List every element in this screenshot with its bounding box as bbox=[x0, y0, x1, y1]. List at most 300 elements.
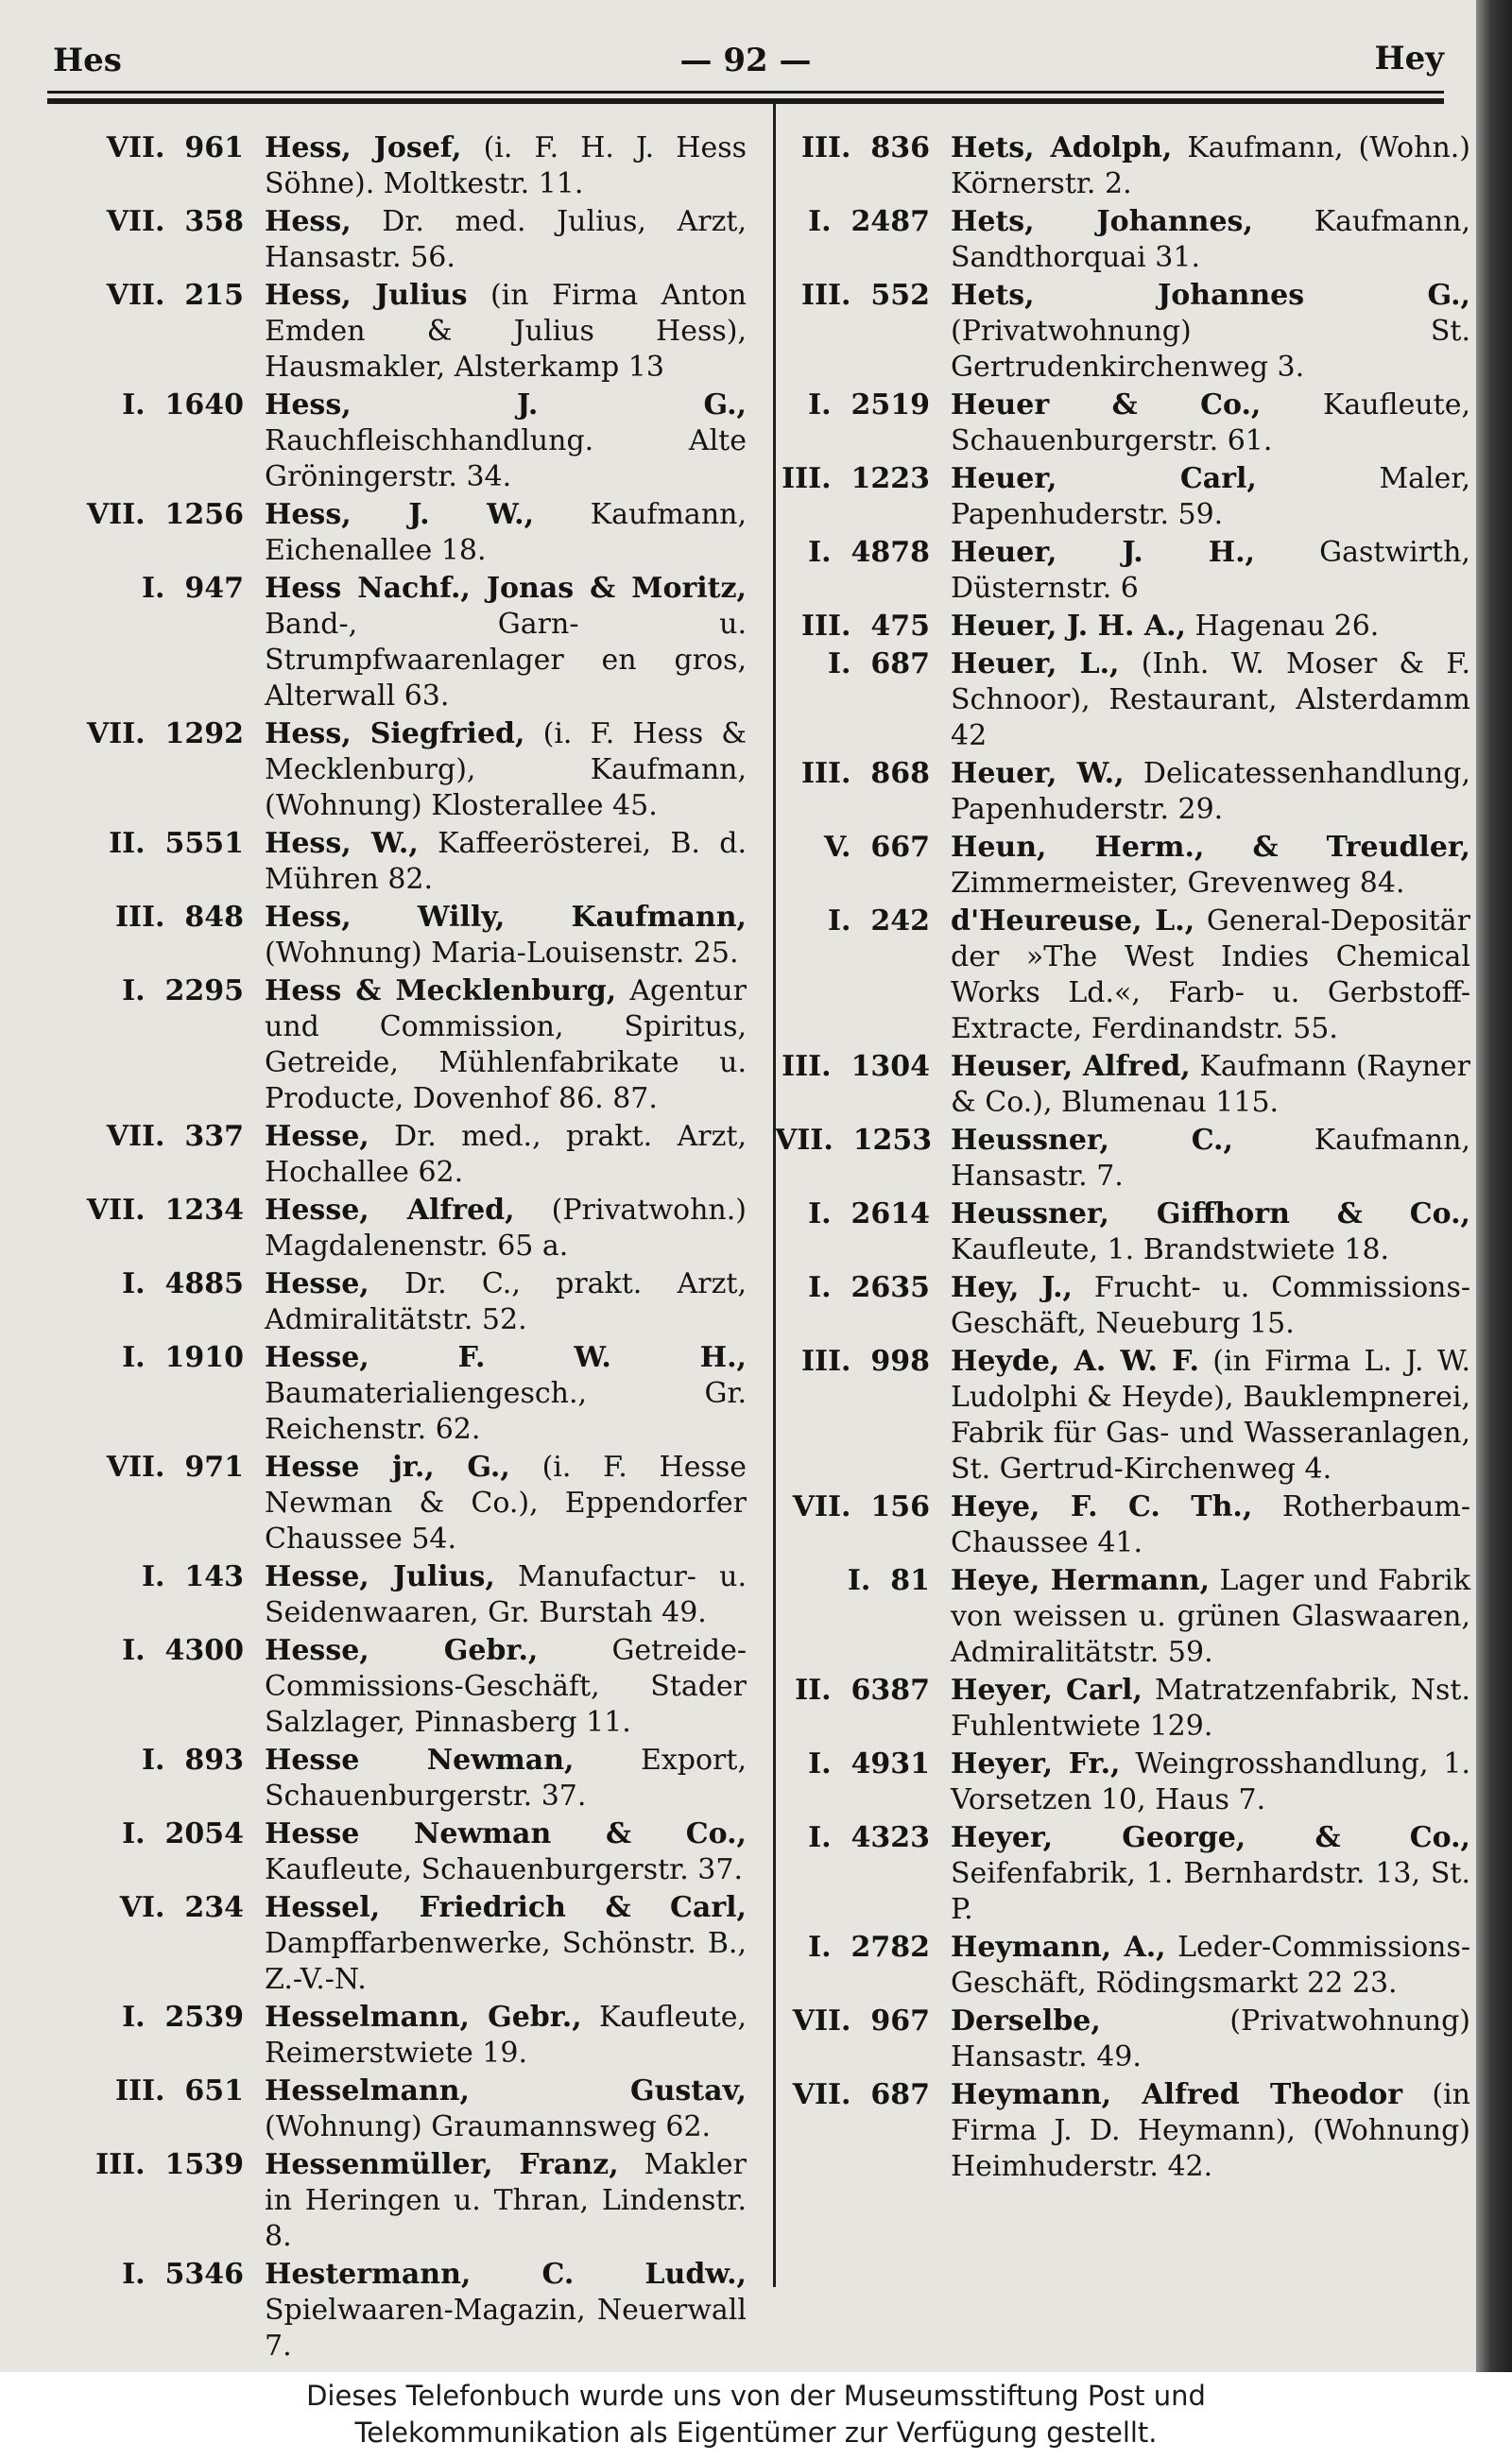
directory-entry bbox=[47, 2073, 747, 2145]
entry-details: Dr. C., prakt. Arzt, Admiralitätstr. 52. bbox=[265, 1267, 747, 1336]
entry-phone bbox=[775, 130, 951, 202]
entry-district: III. bbox=[800, 610, 851, 643]
entry-details: Kaufmann, Eichenallee 18. bbox=[265, 498, 747, 567]
entry-phone bbox=[47, 497, 265, 569]
entry-details: (in Firma J. D. Heymann), (Wohnung) Heimhuderstr. 42. bbox=[951, 2078, 1470, 2183]
directory-entry bbox=[47, 2257, 747, 2365]
entry-phone bbox=[47, 1266, 265, 1338]
entry-details: Seifenfabrik, 1. Bernhardstr. 13, St. P. bbox=[951, 1857, 1470, 1926]
entry-phone bbox=[47, 1743, 265, 1815]
entry-number: 4878 bbox=[850, 536, 930, 569]
entry-details: Kaufmann, (Wohn.) Körnerstr. 2. bbox=[951, 131, 1470, 200]
entry-name: Heuer & Co., bbox=[951, 388, 1262, 421]
entry-district: III. bbox=[114, 2074, 165, 2107]
entry-name: Heymann, Alfred Theodor bbox=[951, 2078, 1403, 2111]
entry-number: 961 bbox=[184, 131, 244, 164]
entry-district: I. bbox=[142, 572, 165, 605]
directory-entry bbox=[775, 2077, 1470, 2185]
directory-entry bbox=[775, 278, 1470, 386]
directory-entry bbox=[775, 1196, 1470, 1268]
entry-text bbox=[265, 2073, 747, 2145]
directory-entry bbox=[47, 1559, 747, 1631]
header-rule-thin bbox=[47, 91, 1444, 94]
entry-district: VI. bbox=[119, 1891, 165, 1924]
entry-details: (i. F. H. J. Hess Söhne). Moltkestr. 11. bbox=[265, 131, 747, 200]
entry-text bbox=[265, 278, 747, 386]
entry-details: (Privatwohn.) Magdalenenstr. 65 a. bbox=[265, 1194, 747, 1263]
directory-entry bbox=[775, 1270, 1470, 1342]
entry-district: VII. bbox=[86, 498, 146, 531]
directory-entry bbox=[775, 1049, 1470, 1121]
entry-name: Hess Nachf., Jonas & Moritz, bbox=[265, 572, 747, 605]
entry-number: 5551 bbox=[164, 827, 244, 860]
entry-district: I. bbox=[808, 536, 832, 569]
directory-entry bbox=[47, 1633, 747, 1741]
directory-entry bbox=[47, 1450, 747, 1557]
directory-entry bbox=[775, 461, 1470, 533]
entry-phone bbox=[775, 1820, 951, 1928]
entry-name: Hesse, Alfred, bbox=[265, 1194, 515, 1227]
entry-district: VII. bbox=[106, 131, 165, 164]
entry-text bbox=[265, 1816, 747, 1888]
directory-entry bbox=[775, 387, 1470, 459]
entry-district: II. bbox=[109, 827, 146, 860]
entry-phone bbox=[47, 973, 265, 1117]
entry-number: 947 bbox=[184, 572, 244, 605]
entry-details: Maler, Papenhuderstr. 59. bbox=[951, 462, 1470, 531]
entry-number: 998 bbox=[870, 1345, 930, 1378]
entry-text bbox=[265, 1450, 747, 1557]
entry-district: I. bbox=[808, 1821, 832, 1854]
directory-entry bbox=[47, 2147, 747, 2255]
entry-district: I. bbox=[142, 1560, 165, 1593]
entry-name: Hesse, F. W. H., bbox=[265, 1341, 747, 1374]
entry-name: Heuer, W., bbox=[951, 757, 1125, 790]
directory-entry bbox=[47, 1193, 747, 1264]
entry-name: Heyer, Fr., bbox=[951, 1747, 1121, 1780]
entry-details: Spielwaaren-Magazin, Neuerwall 7. bbox=[265, 2294, 747, 2363]
directory-entry bbox=[775, 1673, 1470, 1745]
entry-details: Delicatessenhandlung, Papenhuderstr. 29. bbox=[951, 757, 1470, 826]
entry-phone bbox=[47, 571, 265, 714]
entry-name: Hesse jr., G., bbox=[265, 1451, 510, 1484]
entry-details: Weingrosshandlung, 1. Vorsetzen 10, Haus 7. bbox=[951, 1747, 1470, 1816]
directory-entry bbox=[775, 2004, 1470, 2075]
entry-phone bbox=[775, 646, 951, 754]
header-left-keyword: Hes bbox=[53, 42, 122, 79]
entry-number: 1539 bbox=[164, 2148, 244, 2181]
entry-details: (i. F. Hess & Mecklenburg), Kaufmann, (Wohnung) Klosterallee 45. bbox=[265, 717, 747, 822]
entry-district: VII. bbox=[106, 1451, 165, 1484]
entry-phone bbox=[47, 1816, 265, 1888]
entry-text bbox=[951, 1270, 1470, 1342]
directory-entry bbox=[775, 646, 1470, 754]
entry-number: 4323 bbox=[850, 1821, 930, 1854]
entry-phone bbox=[775, 1673, 951, 1745]
entry-phone bbox=[775, 903, 951, 1047]
entry-phone bbox=[47, 1633, 265, 1741]
entry-number: 1292 bbox=[164, 717, 244, 750]
entry-number: 1640 bbox=[164, 388, 244, 421]
entry-phone bbox=[775, 2077, 951, 2185]
entry-text bbox=[951, 1746, 1470, 1818]
entry-text bbox=[265, 1266, 747, 1338]
entry-name: Hesselmann, Gustav, bbox=[265, 2074, 747, 2107]
entry-text bbox=[951, 2004, 1470, 2075]
entry-text bbox=[951, 1049, 1470, 1121]
entry-district: III. bbox=[782, 1050, 832, 1083]
entry-phone bbox=[47, 1340, 265, 1448]
entry-details: Kaufleute, Reimerstwiete 19. bbox=[265, 2001, 747, 2070]
entry-number: 893 bbox=[184, 1744, 244, 1777]
entry-district: I. bbox=[808, 1271, 832, 1304]
entry-details: (in Firma Anton Emden & Julius Hess), Hausmakler, Alsterkamp 13 bbox=[265, 279, 747, 384]
entry-text bbox=[951, 387, 1470, 459]
entry-name: Hess, J. G., bbox=[265, 388, 747, 421]
entry-details: Kaufmann (Rayner & Co.), Blumenau 115. bbox=[951, 1050, 1470, 1119]
entry-name: Hestermann, C. Ludw., bbox=[265, 2258, 747, 2291]
entry-name: Hessenmüller, Franz, bbox=[265, 2148, 619, 2181]
directory-entry bbox=[775, 1344, 1470, 1488]
entry-text bbox=[265, 497, 747, 569]
entry-text bbox=[265, 826, 747, 898]
entry-number: 2782 bbox=[850, 1931, 930, 1964]
directory-entry bbox=[47, 1890, 747, 1998]
entry-number: 1256 bbox=[164, 498, 244, 531]
entry-district: III. bbox=[95, 2148, 146, 2181]
entry-number: 552 bbox=[870, 279, 930, 312]
entry-district: III. bbox=[800, 757, 851, 790]
entry-phone bbox=[775, 1344, 951, 1488]
entry-number: 1234 bbox=[164, 1194, 244, 1227]
entry-name: Hess, Siegfried, bbox=[265, 717, 525, 750]
entry-number: 1223 bbox=[850, 462, 930, 495]
entry-district: VII. bbox=[775, 1124, 833, 1157]
entry-district: I. bbox=[808, 1747, 832, 1780]
entry-text bbox=[265, 204, 747, 276]
entry-number: 1253 bbox=[852, 1124, 933, 1157]
entry-name: Hesse Newman & Co., bbox=[265, 1817, 747, 1850]
directory-entry bbox=[775, 1123, 1470, 1195]
entry-phone bbox=[775, 2004, 951, 2075]
entry-name: Hesse, bbox=[265, 1267, 369, 1300]
entry-number: 2614 bbox=[850, 1197, 930, 1230]
entry-number: 358 bbox=[184, 205, 244, 238]
entry-number: 215 bbox=[184, 279, 244, 312]
entry-phone bbox=[47, 278, 265, 386]
entry-text bbox=[951, 461, 1470, 533]
entry-name: Hets, Johannes G., bbox=[951, 279, 1470, 312]
entry-text bbox=[265, 1119, 747, 1191]
footer-line-2: Telekommunikation als Eigentümer zur Verfügung gestellt. bbox=[354, 2417, 1158, 2449]
entry-phone bbox=[775, 1746, 951, 1818]
entry-text bbox=[265, 716, 747, 824]
entry-details: Kaffeerösterei, B. d. Mühren 82. bbox=[265, 827, 747, 896]
entry-number: 143 bbox=[184, 1560, 244, 1593]
entry-name: Heye, F. C. Th., bbox=[951, 1490, 1253, 1523]
entry-district: V. bbox=[824, 831, 851, 864]
entry-details: Frucht- u. Commissions-Geschäft, Neueburg 15. bbox=[951, 1271, 1470, 1340]
entry-phone bbox=[775, 1930, 951, 2002]
directory-entry bbox=[775, 535, 1470, 607]
entry-phone bbox=[47, 387, 265, 495]
entry-details: Kaufleute, 1. Brandstwiete 18. bbox=[951, 1233, 1390, 1266]
entry-number: 967 bbox=[870, 2004, 930, 2038]
entry-phone bbox=[775, 278, 951, 386]
directory-entry bbox=[47, 497, 747, 569]
directory-entry bbox=[775, 1489, 1470, 1561]
entry-district: III. bbox=[800, 279, 851, 312]
entry-details: Kaufmann, Sandthorquai 31. bbox=[951, 205, 1470, 274]
entry-phone bbox=[775, 1196, 951, 1268]
entry-phone bbox=[775, 830, 951, 902]
entry-text bbox=[265, 1559, 747, 1631]
entry-district: I. bbox=[122, 1817, 146, 1850]
entry-phone bbox=[775, 461, 951, 533]
entry-details: Getreide-Commissions-Geschäft, Stader Salzlager, Pinnasberg 11. bbox=[265, 1634, 747, 1739]
entry-details: Matratzenfabrik, Nst. Fuhlentwiete 129. bbox=[951, 1674, 1470, 1743]
entry-name: Hess, Josef, bbox=[265, 131, 462, 164]
entry-phone bbox=[47, 130, 265, 202]
entry-details: (Wohnung) Graumannsweg 62. bbox=[265, 2110, 712, 2143]
entry-text bbox=[951, 903, 1470, 1047]
entry-name: Heussner, C., bbox=[951, 1124, 1233, 1157]
entry-phone bbox=[775, 1270, 951, 1342]
entry-district: I. bbox=[808, 205, 832, 238]
entry-district: I. bbox=[828, 647, 851, 680]
entry-details: (Privatwohnung) St. Gertrudenkirchenweg 3. bbox=[951, 315, 1470, 384]
entry-number: 2539 bbox=[164, 2001, 244, 2034]
entry-number: 475 bbox=[870, 610, 930, 643]
entry-name: Heye, Hermann, bbox=[951, 1564, 1211, 1597]
entry-district: VII. bbox=[792, 2004, 851, 2038]
entry-name: Hess, J. W., bbox=[265, 498, 535, 531]
entry-name: Hessel, Friedrich & Carl, bbox=[265, 1891, 747, 1924]
entry-details: (in Firma L. J. W. Ludolphi & Heyde), Bauklempnerei, Fabrik für Gas- und Wasseranlagen, St. Gertrud-Kirchenweg 4. bbox=[951, 1345, 1470, 1486]
entry-number: 4931 bbox=[850, 1747, 930, 1780]
entry-text bbox=[951, 1820, 1470, 1928]
entry-number: 836 bbox=[870, 131, 930, 164]
entry-number: 6387 bbox=[850, 1674, 930, 1707]
entry-details: General-Depositär der »The West Indies Chemical Works Ld.«, Farb- u. Gerbstoff-Extracte, Ferdinandstr. 55. bbox=[951, 904, 1470, 1045]
entry-name: Heuser, Alfred, bbox=[951, 1050, 1191, 1083]
entry-details: Leder-Commissions-Geschäft, Rödingsmarkt 22 23. bbox=[951, 1931, 1470, 2000]
entry-phone bbox=[47, 1119, 265, 1191]
entry-number: 337 bbox=[184, 1120, 244, 1153]
entry-district: III. bbox=[800, 131, 851, 164]
entry-text bbox=[951, 830, 1470, 902]
entry-details: Makler in Heringen u. Thran, Lindenstr. 8. bbox=[265, 2148, 747, 2253]
entry-name: Hesse, bbox=[265, 1120, 369, 1153]
footer-line-1: Dieses Telefonbuch wurde uns von der Museumsstiftung Post und bbox=[306, 2380, 1206, 2412]
entry-text bbox=[265, 130, 747, 202]
entry-phone bbox=[47, 1193, 265, 1264]
entry-details: (Wohnung) Maria-Louisenstr. 25. bbox=[265, 937, 739, 970]
directory-entry bbox=[47, 826, 747, 898]
directory-entry bbox=[775, 1930, 1470, 2002]
entry-text bbox=[951, 204, 1470, 276]
entry-text bbox=[265, 571, 747, 714]
entry-name: Heuer, Carl, bbox=[951, 462, 1257, 495]
entry-text bbox=[265, 973, 747, 1117]
directory-entry bbox=[775, 130, 1470, 202]
entry-name: Heyde, A. W. F. bbox=[951, 1345, 1199, 1378]
page-edge-shadow bbox=[1476, 0, 1512, 2372]
entry-number: 234 bbox=[184, 1891, 244, 1924]
entry-district: VII. bbox=[106, 205, 165, 238]
entry-details: Dampffarbenwerke, Schönstr. B., Z.-V.-N. bbox=[265, 1927, 747, 1996]
entry-phone bbox=[775, 609, 951, 645]
entry-text bbox=[951, 1563, 1470, 1671]
entry-name: Heyer, Carl, bbox=[951, 1674, 1143, 1707]
entry-details: Rauchfleischhandlung. Alte Gröningerstr. 34. bbox=[265, 424, 747, 493]
header-rule-thick bbox=[47, 98, 1444, 104]
entry-name: Hess & Mecklenburg, bbox=[265, 974, 617, 1007]
entry-number: 81 bbox=[890, 1564, 930, 1597]
entry-number: 156 bbox=[870, 1490, 930, 1523]
entry-district: VII. bbox=[106, 279, 165, 312]
directory-entry bbox=[47, 571, 747, 714]
directory-entry bbox=[775, 903, 1470, 1047]
entry-district: I. bbox=[847, 1564, 871, 1597]
directory-entry bbox=[47, 1816, 747, 1888]
entry-number: 242 bbox=[870, 904, 930, 938]
entry-text bbox=[951, 1196, 1470, 1268]
entry-district: I. bbox=[808, 388, 832, 421]
page-number: — 92 — bbox=[679, 42, 812, 79]
entry-text bbox=[265, 1340, 747, 1448]
directory-entry bbox=[775, 1820, 1470, 1928]
directory-entry bbox=[47, 1743, 747, 1815]
directory-entry bbox=[775, 830, 1470, 902]
entry-phone bbox=[47, 2147, 265, 2255]
entry-number: 5346 bbox=[164, 2258, 244, 2291]
entry-phone bbox=[47, 716, 265, 824]
entry-number: 1304 bbox=[850, 1050, 930, 1083]
entry-phone bbox=[47, 2000, 265, 2072]
entry-number: 868 bbox=[870, 757, 930, 790]
entry-district: I. bbox=[122, 388, 146, 421]
directory-entry bbox=[775, 609, 1470, 645]
entry-text bbox=[265, 2257, 747, 2365]
entry-details: Dr. med. Julius, Arzt, Hansastr. 56. bbox=[265, 205, 747, 274]
entry-district: VII. bbox=[792, 2078, 851, 2111]
entry-district: VII. bbox=[106, 1120, 165, 1153]
entry-name: Hets, Adolph, bbox=[951, 131, 1173, 164]
header-right-keyword: Hey bbox=[1374, 40, 1444, 77]
entry-name: d'Heureuse, L., bbox=[951, 904, 1195, 938]
directory-entry bbox=[47, 387, 747, 495]
entry-text bbox=[951, 1489, 1470, 1561]
entry-phone bbox=[47, 826, 265, 898]
entry-number: 1910 bbox=[164, 1341, 244, 1374]
entry-number: 2487 bbox=[850, 205, 930, 238]
entry-text bbox=[951, 278, 1470, 386]
entry-number: 667 bbox=[870, 831, 930, 864]
entry-text bbox=[951, 130, 1470, 202]
entry-details: Kaufleute, Schauenburgerstr. 61. bbox=[951, 388, 1470, 457]
entry-details: Zimmermeister, Grevenweg 84. bbox=[951, 867, 1405, 900]
entry-phone bbox=[775, 1049, 951, 1121]
entry-text bbox=[951, 1123, 1470, 1195]
entry-district: VII. bbox=[86, 717, 146, 750]
entry-text bbox=[265, 1633, 747, 1741]
directory-entry bbox=[775, 756, 1470, 828]
entry-number: 2295 bbox=[164, 974, 244, 1007]
entry-district: VII. bbox=[86, 1194, 146, 1227]
entry-district: I. bbox=[808, 1931, 832, 1964]
entry-name: Heussner, Giffhorn & Co., bbox=[951, 1197, 1470, 1230]
entry-phone bbox=[47, 2257, 265, 2365]
entry-district: I. bbox=[122, 1267, 146, 1300]
entry-phone bbox=[775, 535, 951, 607]
entry-district: III. bbox=[800, 1345, 851, 1378]
directory-entry bbox=[47, 1266, 747, 1338]
entry-text bbox=[951, 1344, 1470, 1488]
entry-name: Hesse Newman, bbox=[265, 1744, 575, 1777]
entry-name: Hesselmann, Gebr., bbox=[265, 2001, 582, 2034]
entry-name: Hesse, Julius, bbox=[265, 1560, 495, 1593]
entry-number: 2054 bbox=[164, 1817, 244, 1850]
footer-notice bbox=[0, 2372, 1512, 2460]
entry-phone bbox=[47, 204, 265, 276]
entry-text bbox=[951, 646, 1470, 754]
entry-details: Dr. med., prakt. Arzt, Hochallee 62. bbox=[265, 1120, 747, 1189]
entry-text bbox=[951, 1673, 1470, 1745]
entry-phone bbox=[775, 1563, 951, 1671]
entry-district: II. bbox=[795, 1674, 832, 1707]
entry-details: Gastwirth, Düsternstr. 6 bbox=[951, 536, 1470, 605]
entry-text bbox=[951, 756, 1470, 828]
entry-details: Band-, Garn- u. Strumpfwaarenlager en gros, Alterwall 63. bbox=[265, 608, 747, 713]
entry-name: Heuer, L., bbox=[951, 647, 1120, 680]
page-header bbox=[47, 38, 1444, 85]
entry-details: Lager und Fabrik von weissen u. grünen Glaswaaren, Admiralitätstr. 59. bbox=[951, 1564, 1471, 1669]
entry-text bbox=[265, 2147, 747, 2255]
directory-entry bbox=[47, 973, 747, 1117]
entry-district: I. bbox=[122, 2258, 146, 2291]
entry-details: (i. F. Hesse Newman & Co.), Eppendorfer Chaussee 54. bbox=[265, 1451, 747, 1556]
entry-district: VII. bbox=[792, 1490, 851, 1523]
entry-district: I. bbox=[122, 974, 146, 1007]
entry-text bbox=[951, 609, 1470, 645]
directory-entry bbox=[47, 900, 747, 972]
entry-details: Rotherbaum-Chaussee 41. bbox=[951, 1490, 1470, 1559]
entry-name: Hets, Johannes, bbox=[951, 205, 1253, 238]
entry-district: I. bbox=[122, 1634, 146, 1667]
left-column bbox=[47, 130, 747, 2366]
entry-number: 687 bbox=[870, 647, 930, 680]
entry-text bbox=[265, 2000, 747, 2072]
entry-number: 971 bbox=[184, 1451, 244, 1484]
entry-details: Hagenau 26. bbox=[1194, 610, 1380, 643]
entry-phone bbox=[775, 1123, 951, 1195]
entry-details: Kaufleute, Schauenburgerstr. 37. bbox=[265, 1853, 743, 1886]
entry-number: 848 bbox=[184, 901, 244, 934]
right-column bbox=[775, 130, 1470, 2187]
entry-phone bbox=[47, 900, 265, 972]
entry-details: Manufactur- u. Seidenwaaren, Gr. Burstah 49. bbox=[265, 1560, 747, 1629]
entry-phone bbox=[775, 1489, 951, 1561]
directory-entry bbox=[47, 278, 747, 386]
entry-phone bbox=[775, 387, 951, 459]
entry-district: I. bbox=[122, 1341, 146, 1374]
directory-entry bbox=[47, 2000, 747, 2072]
entry-district: I. bbox=[808, 1197, 832, 1230]
entry-details: (Privatwohnung) Hansastr. 49. bbox=[951, 2004, 1470, 2073]
entry-name: Hess, bbox=[265, 205, 352, 238]
entry-name: Heuer, J. H., bbox=[951, 536, 1256, 569]
